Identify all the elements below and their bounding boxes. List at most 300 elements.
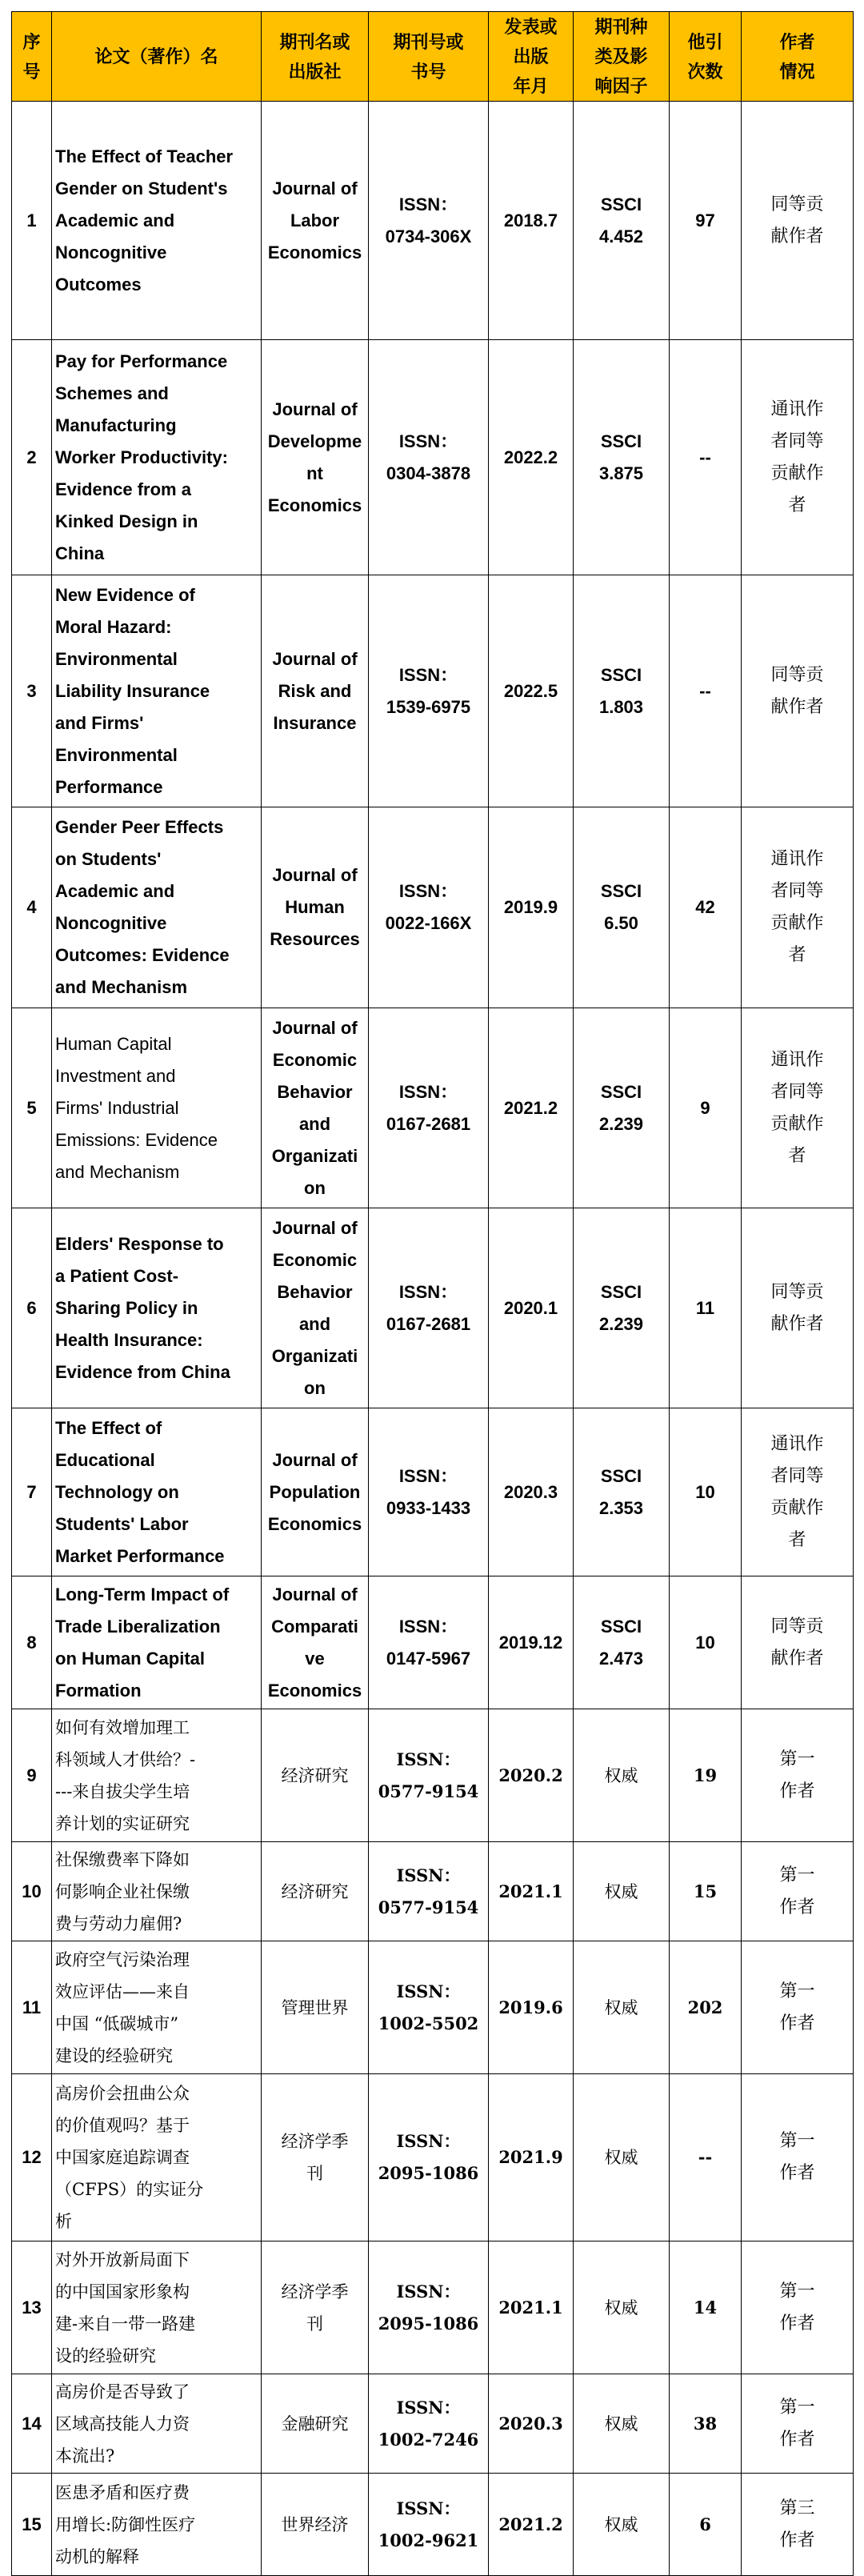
cell-line: Firms' Industrial: [55, 1097, 179, 1118]
cell-line: ISSN：: [398, 1281, 458, 1302]
cell-line: New Evidence of: [55, 584, 195, 605]
cell-line: 权威: [604, 2148, 638, 2167]
cell-line: Economics: [267, 1513, 362, 1534]
cell-line: 期刊种: [594, 17, 648, 37]
cell-line: 权威: [604, 1997, 638, 2017]
journal-type: [574, 575, 670, 807]
publication-list: [11, 11, 854, 2576]
journal-type: [574, 102, 670, 340]
cell-line: ISSN：: [398, 1616, 458, 1637]
cell-line: 通讯作: [770, 849, 824, 869]
cell-line: 权威: [604, 2414, 638, 2434]
cell-line: 对外开放新局面下: [55, 2249, 190, 2270]
citation-count: 19: [670, 1709, 742, 1842]
paper-title: [52, 1408, 262, 1576]
cell-line: 第一: [779, 1981, 815, 2001]
citation-count: 38: [670, 2374, 742, 2474]
cell-line: 次数: [687, 61, 723, 82]
cell-line: SSCI: [600, 1616, 642, 1637]
issn-number: [369, 1842, 489, 1941]
publish-date: 2020.3: [489, 1408, 574, 1576]
cell-line: Journal of: [272, 178, 358, 198]
cell-line: 费与劳动力雇佣?: [55, 1913, 182, 1933]
cell-line: 0734-306X: [385, 226, 472, 246]
cell-line: 科领域人才供给？-: [55, 1749, 196, 1769]
row-number: 1: [12, 102, 52, 340]
cell-line: 者: [788, 1145, 806, 1166]
author-role: [742, 1709, 854, 1842]
journal-name: [262, 807, 369, 1008]
cell-line: 经济学季: [281, 2132, 349, 2151]
cell-line: on Human Capital: [55, 1648, 206, 1669]
publish-date: 2020.1: [489, 1208, 574, 1408]
citation-count: 11: [670, 1208, 742, 1408]
cell-line: 作者: [779, 1781, 815, 1801]
row-number: 3: [12, 575, 52, 807]
publish-date: 2021.1: [489, 2241, 574, 2374]
cell-line: 权威: [604, 2514, 638, 2534]
cell-line: ISSN：: [398, 1081, 458, 1102]
publish-date: 2022.2: [489, 340, 574, 575]
cell-line: SSCI: [600, 1281, 642, 1302]
cell-line: 通讯作: [770, 399, 824, 419]
author-role: [742, 2474, 854, 2576]
cell-line: Resources: [270, 929, 360, 949]
cell-line: 2.473: [598, 1648, 644, 1669]
citation-count: 9: [670, 1008, 742, 1208]
cell-line: Developme: [267, 431, 362, 451]
cell-line: 权威: [604, 2298, 638, 2318]
author-role: [742, 1208, 854, 1408]
cell-line: 0022-166X: [385, 913, 472, 933]
cell-line: on: [304, 1377, 326, 1398]
issn-number: [369, 2074, 489, 2241]
author-role: [742, 807, 854, 1008]
author-role: [742, 1008, 854, 1208]
cell-line: 0167-2681: [386, 1113, 471, 1134]
cell-line: SSCI: [600, 431, 642, 451]
issn-number: [369, 340, 489, 575]
cell-line: 通讯作: [770, 1049, 824, 1070]
paper-title: [52, 1709, 262, 1842]
journal-type: [574, 2374, 670, 2474]
citation-count: 10: [670, 1576, 742, 1709]
cell-line: 高房价是否导致了: [55, 2382, 190, 2402]
cell-line: Schemes and: [55, 383, 169, 403]
publish-date: 2020.2: [489, 1709, 574, 1842]
cell-line: 1002-7246: [378, 2429, 479, 2450]
issn-number: [369, 2474, 489, 2576]
cell-line: ISSN：: [396, 2498, 461, 2518]
cell-line: a Patient Cost-: [55, 1265, 179, 1286]
row-number: 4: [12, 807, 52, 1008]
cell-line: Academic and: [55, 210, 175, 230]
cell-line: ISSN：: [398, 664, 458, 685]
cell-line: 第一: [779, 1749, 815, 1769]
cell-line: 建设的经验研究: [55, 2045, 173, 2065]
cell-line: 作者: [779, 2013, 815, 2033]
cell-line: Health Insurance:: [55, 1329, 203, 1350]
cell-line: 4.452: [598, 226, 644, 246]
journal-name: [262, 1941, 369, 2074]
cell-line: 者同等: [770, 1081, 824, 1102]
cell-line: 期刊号或: [393, 31, 464, 52]
citation-count: 15: [670, 1842, 742, 1941]
cell-line: Moral Hazard:: [55, 616, 172, 637]
issn-number: [369, 807, 489, 1008]
citation-count: 202: [670, 1941, 742, 2074]
cell-line: 效应评估——来自: [55, 1981, 190, 2001]
table-row: [12, 340, 854, 575]
paper-title: [52, 102, 262, 340]
cell-line: 贡献作: [770, 463, 824, 483]
publish-date: 2019.12: [489, 1576, 574, 1709]
issn-number: [369, 1941, 489, 2074]
cell-line: Formation: [55, 1680, 142, 1701]
journal-name: [262, 1709, 369, 1842]
cell-line: SSCI: [600, 1465, 642, 1486]
cell-line: ISSN：: [396, 1865, 461, 1885]
cell-line: 何影响企业社保缴: [55, 1881, 190, 1901]
cell-line: 同等贡: [770, 194, 824, 214]
row-number: 14: [12, 2374, 52, 2474]
cell-line: 同等贡: [770, 664, 824, 685]
row-number: 11: [12, 1941, 52, 2074]
cell-line: Human Capital: [55, 1033, 172, 1054]
table-row: [12, 2474, 854, 2576]
cell-line: nt: [306, 463, 323, 483]
cell-line: Behavior: [277, 1081, 353, 1102]
cell-line: China: [55, 543, 105, 563]
publish-date: 2021.9: [489, 2074, 574, 2241]
header-row: [12, 12, 854, 102]
cell-line: Risk and: [278, 680, 352, 701]
cell-line: 3.875: [598, 463, 644, 483]
cell-line: 同等贡: [770, 1281, 824, 1302]
cell-line: Gender on Student's: [55, 178, 228, 198]
paper-title: [52, 2374, 262, 2474]
cell-line: 号: [22, 61, 41, 82]
cell-line: 0167-2681: [386, 1313, 471, 1334]
cell-line: Organizati: [271, 1145, 358, 1166]
paper-title: [52, 340, 262, 575]
journal-name: [262, 2074, 369, 2241]
paper-title: [52, 2074, 262, 2241]
cell-line: 经济研究: [281, 1765, 349, 1785]
journal-name: [262, 340, 369, 575]
journal-name: [262, 575, 369, 807]
cell-line: 1002-9621: [378, 2530, 479, 2550]
cell-line: 本流出?: [55, 2446, 115, 2466]
journal-name: [262, 102, 369, 340]
cell-line: 贡献作: [770, 1497, 824, 1518]
cell-line: ISSN：: [396, 2131, 461, 2151]
cell-line: 者同等: [770, 1465, 824, 1486]
cell-line: Journal of: [272, 1584, 358, 1604]
cell-line: Journal of: [272, 865, 358, 885]
journal-type: [574, 1709, 670, 1842]
cell-line: 刊: [306, 2314, 323, 2334]
citation-count: --: [670, 2074, 742, 2241]
cell-line: 通讯作: [770, 1433, 824, 1454]
cell-line: 作者: [779, 1897, 815, 1917]
cell-line: ISSN：: [396, 2281, 461, 2302]
paper-title: [52, 1576, 262, 1709]
cell-line: Educational: [55, 1449, 155, 1470]
cell-line: 第三: [779, 2498, 815, 2518]
cell-line: Environmental: [55, 744, 178, 765]
cell-line: 经济学季: [281, 2282, 349, 2302]
cell-line: 管理世界: [281, 1997, 349, 2017]
cell-line: 序: [22, 31, 41, 52]
cell-line: Outcomes: Evidence: [55, 945, 230, 965]
cell-line: 中国家庭追踪调查: [55, 2148, 190, 2167]
cell-line: Economics: [267, 1680, 362, 1701]
cell-line: 贡献作: [770, 913, 824, 933]
cell-line: 作者: [779, 2163, 815, 2183]
table-row: [12, 1842, 854, 1941]
cell-line: Economics: [267, 495, 362, 515]
journal-type: [574, 1008, 670, 1208]
issn-number: [369, 2374, 489, 2474]
author-role: [742, 2374, 854, 2474]
cell-line: Investment and: [55, 1065, 176, 1086]
cell-line: Economic: [272, 1049, 358, 1070]
cell-line: 权威: [604, 1881, 638, 1901]
cell-line: Sharing Policy in: [55, 1297, 198, 1318]
cell-line: 动机的解释: [55, 2546, 139, 2566]
cell-line: 高房价会扭曲公众: [55, 2084, 190, 2103]
cell-line: 类及影: [594, 46, 648, 66]
cell-line: 2.239: [598, 1113, 644, 1134]
cell-line: Behavior: [277, 1281, 353, 1302]
citation-count: 6: [670, 2474, 742, 2576]
cell-line: Manufacturing: [55, 415, 177, 435]
cell-line: 的价值观吗？基于: [55, 2116, 190, 2135]
cell-line: 出版社: [288, 61, 342, 82]
cell-line: 发表或: [504, 17, 558, 37]
row-number: 12: [12, 2074, 52, 2241]
cell-line: Labor: [290, 210, 340, 230]
row-number: 15: [12, 2474, 52, 2576]
row-number: 10: [12, 1842, 52, 1941]
cell-line: 建-来自一带一路建: [55, 2314, 196, 2334]
cell-line: 设的经验研究: [55, 2346, 156, 2366]
table-row: [12, 2074, 854, 2241]
journal-type: [574, 1842, 670, 1941]
publish-date: 2021.2: [489, 1008, 574, 1208]
cell-line: Long-Term Impact of: [55, 1584, 230, 1604]
cell-line: Environmental: [55, 648, 178, 669]
cell-line: 2095-1086: [378, 2313, 479, 2334]
journal-type: [574, 2474, 670, 2576]
journal-type: [574, 2241, 670, 2374]
cell-line: 经济研究: [281, 1881, 349, 1901]
cell-line: and Mechanism: [55, 977, 188, 997]
table-row: [12, 2241, 854, 2374]
cell-line: on: [304, 1177, 326, 1198]
cell-line: 书号: [410, 61, 446, 82]
cell-line: Economics: [267, 242, 362, 262]
author-role: [742, 102, 854, 340]
cell-line: 者同等: [770, 881, 824, 901]
issn-number: [369, 1408, 489, 1576]
row-number: 6: [12, 1208, 52, 1408]
journal-name: [262, 2241, 369, 2374]
cell-line: ISSN：: [396, 2397, 461, 2418]
journal-type: [574, 1941, 670, 2074]
citation-count: 14: [670, 2241, 742, 2374]
paper-title: [52, 2474, 262, 2576]
cell-line: 者同等: [770, 431, 824, 451]
cell-line: Liability Insurance: [55, 680, 210, 701]
issn-number: [369, 2241, 489, 2374]
row-number: 2: [12, 340, 52, 575]
cell-line: ---来自拔尖学生培: [55, 1781, 190, 1801]
cell-line: ISSN：: [398, 431, 458, 451]
cell-line: Journal of: [272, 1017, 358, 1038]
cell-line: 0577-9154: [378, 1897, 479, 1917]
cell-line: The Effect of: [55, 1417, 162, 1438]
citation-count: 97: [670, 102, 742, 340]
cell-line: 他引: [687, 31, 723, 52]
author-role: [742, 2074, 854, 2241]
issn-number: [369, 1576, 489, 1709]
cell-line: 第一: [779, 2131, 815, 2151]
cell-line: ISSN：: [396, 1981, 461, 2001]
cell-line: Noncognitive: [55, 913, 167, 933]
table-row: [12, 1709, 854, 1842]
cell-line: Human: [285, 897, 345, 917]
paper-title: [52, 1842, 262, 1941]
journal-name: [262, 1842, 369, 1941]
publications-table: [11, 11, 854, 2576]
header-journal: [262, 12, 369, 102]
cell-line: 作者: [779, 2313, 815, 2334]
cell-line: Performance: [55, 776, 163, 797]
cell-line: 区域高技能人力资: [55, 2414, 190, 2434]
issn-number: [369, 1709, 489, 1842]
cell-line: 2095-1086: [378, 2163, 479, 2183]
author-role: [742, 2241, 854, 2374]
cell-line: Journal of: [272, 648, 358, 669]
cell-line: 析: [55, 2212, 72, 2231]
cell-line: 期刊名或: [279, 31, 350, 52]
citation-count: --: [670, 575, 742, 807]
paper-title: [52, 1941, 262, 2074]
table-row: [12, 807, 854, 1008]
cell-line: and Mechanism: [55, 1161, 180, 1182]
cell-line: 响因子: [594, 76, 648, 96]
cell-line: 情况: [779, 61, 815, 82]
cell-line: Pay for Performance: [55, 351, 228, 371]
cell-line: Organizati: [271, 1345, 358, 1366]
publish-date: 2018.7: [489, 102, 574, 340]
cell-line: SSCI: [600, 881, 642, 901]
table-row: [12, 102, 854, 340]
author-role: [742, 1842, 854, 1941]
cell-line: Noncognitive: [55, 242, 167, 262]
cell-line: 0933-1433: [386, 1497, 471, 1518]
cell-line: Economic: [272, 1249, 358, 1270]
cell-line: 第一: [779, 2281, 815, 2302]
cell-line: ISSN：: [398, 194, 458, 214]
cell-line: The Effect of Teacher: [55, 146, 234, 166]
cell-line: 养计划的实证研究: [55, 1813, 190, 1833]
row-number: 9: [12, 1709, 52, 1842]
journal-type: [574, 340, 670, 575]
publish-date: 2020.3: [489, 2374, 574, 2474]
author-role: [742, 1576, 854, 1709]
table-row: [12, 1008, 854, 1208]
cell-line: Outcomes: [55, 274, 142, 294]
cell-line: 世界经济: [281, 2514, 349, 2534]
cell-line: Insurance: [273, 712, 357, 733]
cell-line: 0304-3878: [386, 463, 471, 483]
cell-line: 论文（著作）名: [94, 46, 218, 66]
cell-line: Students' Labor: [55, 1513, 189, 1534]
row-number: 7: [12, 1408, 52, 1576]
cell-line: Academic and: [55, 881, 175, 901]
cell-line: 作者: [779, 31, 815, 52]
cell-line: 同等贡: [770, 1616, 824, 1637]
cell-line: 0577-9154: [378, 1781, 479, 1801]
cell-line: 1539-6975: [386, 696, 471, 717]
cell-line: Gender Peer Effects: [55, 817, 224, 837]
cell-line: 权威: [604, 1765, 638, 1785]
author-role: [742, 575, 854, 807]
journal-type: [574, 1576, 670, 1709]
cell-line: 第一: [779, 1865, 815, 1885]
cell-line: 者: [788, 1529, 806, 1550]
table-row: [12, 1576, 854, 1709]
issn-number: [369, 1008, 489, 1208]
journal-name: [262, 1408, 369, 1576]
cell-line: Technology on: [55, 1481, 179, 1502]
journal-name: [262, 2374, 369, 2474]
cell-line: 作者: [779, 2530, 815, 2550]
citation-count: --: [670, 340, 742, 575]
table-body: [12, 102, 854, 2576]
issn-number: [369, 1208, 489, 1408]
cell-line: 者: [788, 945, 806, 965]
header-date: [489, 12, 574, 102]
cell-line: Emissions: Evidence: [55, 1129, 218, 1150]
issn-number: [369, 575, 489, 807]
author-role: [742, 340, 854, 575]
journal-type: [574, 1208, 670, 1408]
cell-line: Population: [269, 1481, 361, 1502]
table-row: [12, 2374, 854, 2474]
cell-line: 者: [788, 495, 806, 515]
publish-date: 2021.2: [489, 2474, 574, 2576]
paper-title: [52, 1208, 262, 1408]
cell-line: 用增长:防御性医疗: [55, 2514, 196, 2534]
journal-type: [574, 1408, 670, 1576]
publish-date: 2021.1: [489, 1842, 574, 1941]
journal-name: [262, 2474, 369, 2576]
cell-line: 社保缴费率下降如: [55, 1849, 190, 1869]
issn-number: [369, 102, 489, 340]
publish-date: 2022.5: [489, 575, 574, 807]
cell-line: 金融研究: [281, 2414, 349, 2434]
cell-line: 年月: [513, 76, 549, 96]
paper-title: [52, 807, 262, 1008]
cell-line: Journal of: [272, 399, 358, 419]
cell-line: ISSN：: [398, 1465, 458, 1486]
cell-line: Journal of: [272, 1449, 358, 1470]
cell-line: 中国 “低碳城市”: [55, 2013, 179, 2033]
